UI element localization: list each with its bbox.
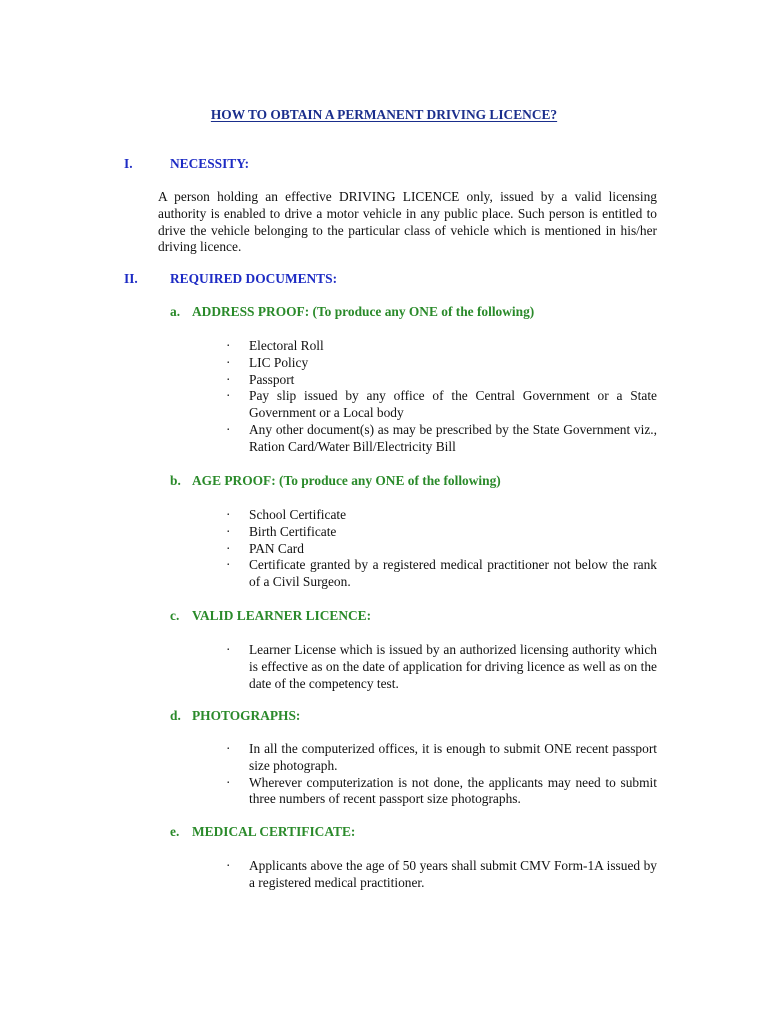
list-item-text: PAN Card	[249, 540, 304, 556]
subsection-letter: b.	[170, 473, 181, 488]
list-item-text: Learner License which is issued by an authorized licensing authority which is effective as on the date of application for driving licence as well as on the date of the competency test.	[249, 642, 657, 691]
list-item-text: Certificate granted by a registered medical practitioner not below the rank of a Civil Surgeon.	[249, 557, 657, 590]
section-heading-required-documents: REQUIRED DOCUMENTS:	[170, 271, 338, 286]
section-number: II.	[124, 271, 138, 286]
section-heading-necessity: NECESSITY:	[170, 156, 250, 171]
list-item	[226, 355, 657, 372]
bullet-icon: ·	[226, 741, 231, 756]
list-item-text: Birth Certificate	[249, 523, 337, 539]
learner-licence-list	[226, 642, 657, 692]
list-item	[226, 858, 657, 892]
bullet-icon: ·	[226, 338, 231, 353]
bullet-icon: ·	[226, 540, 231, 556]
list-item	[226, 388, 657, 422]
bullet-icon: ·	[226, 354, 231, 370]
list-item	[226, 541, 657, 558]
age-proof-list	[226, 507, 657, 591]
list-item	[226, 557, 657, 591]
list-item-text: In all the computerized offices, it is enough to submit ONE recent passport size photograph.	[249, 741, 657, 773]
subsection-heading-address-proof: ADDRESS PROOF: (To produce any ONE of the following)	[192, 304, 535, 319]
address-proof-list	[226, 338, 657, 456]
bullet-icon: ·	[226, 557, 231, 573]
subsection-letter: d.	[170, 708, 181, 723]
list-item-text: Applicants above the age of 50 years shall submit CMV Form-1A issued by a registered medical practitioner.	[249, 858, 657, 890]
bullet-icon: ·	[226, 858, 231, 873]
list-item-text: Passport	[249, 371, 295, 387]
necessity-paragraph: A person holding an effective DRIVING LICENCE only, issued by a valid licensing authority is enabled to drive a motor vehicle in any public place. Such person is entitled to drive the vehicle belonging to the particular class of vehicle which is mentioned in his/her driving licence.	[158, 189, 657, 255]
list-item-text: Any other document(s) as may be prescribed by the State Government viz., Ration Card/Water Bill/Electricity Bill	[249, 421, 657, 454]
list-item	[226, 338, 657, 355]
page-title: HOW TO OBTAIN A PERMANENT DRIVING LICENCE?	[210, 107, 558, 122]
bullet-icon: ·	[226, 507, 231, 522]
list-item	[226, 775, 657, 809]
photographs-list	[226, 741, 657, 808]
list-item	[226, 741, 657, 775]
bullet-icon: ·	[226, 371, 231, 387]
subsection-letter: e.	[170, 824, 180, 839]
list-item	[226, 422, 657, 456]
subsection-heading-photographs: PHOTOGRAPHS:	[192, 708, 301, 723]
list-item-text: Electoral Roll	[249, 338, 324, 353]
list-item	[226, 507, 657, 524]
bullet-icon: ·	[226, 642, 231, 657]
subsection-letter: c.	[170, 608, 180, 623]
list-item-text: LIC Policy	[249, 354, 309, 370]
list-item	[226, 372, 657, 389]
list-item-text: Pay slip issued by any office of the Central Government or a State Government or a Local body	[249, 388, 657, 421]
list-item	[226, 524, 657, 541]
bullet-icon: ·	[226, 774, 231, 790]
subsection-heading-medical-certificate: MEDICAL CERTIFICATE:	[192, 824, 356, 839]
bullet-icon: ·	[226, 523, 231, 539]
bullet-icon: ·	[226, 421, 231, 437]
subsection-heading-age-proof: AGE PROOF: (To produce any ONE of the following)	[192, 473, 501, 488]
list-item-text: Wherever computerization is not done, the applicants may need to submit three numbers of recent passport size photographs.	[249, 774, 657, 807]
list-item	[226, 642, 657, 692]
bullet-icon: ·	[226, 388, 231, 404]
subsection-heading-learner-licence: VALID LEARNER LICENCE:	[192, 608, 372, 623]
medical-certificate-list	[226, 858, 657, 892]
section-number: I.	[124, 156, 133, 171]
list-item-text: School Certificate	[249, 507, 347, 522]
subsection-letter: a.	[170, 304, 181, 319]
